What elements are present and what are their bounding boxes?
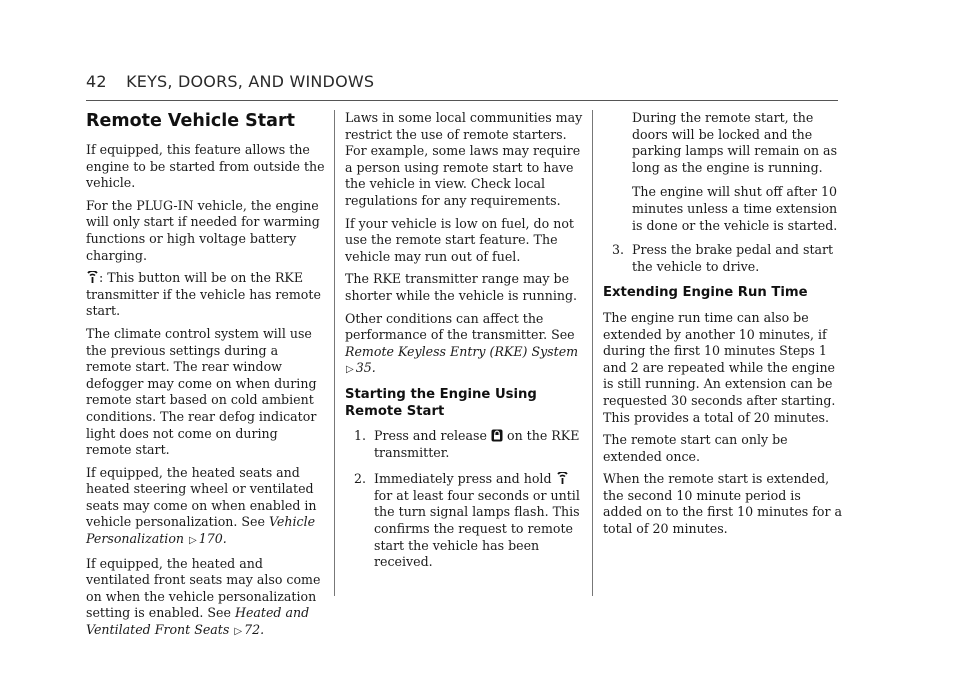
step-text: on the RKE transmitter. bbox=[374, 428, 580, 460]
page-reference-arrow-icon: ▷ bbox=[189, 535, 197, 547]
paragraph: The engine run time can also be extended by another 10 minutes, if during the first 10 minutes Steps 1 and 2 are repeated while the engine is still running. An extension can be requested 30 seconds after starting. This provides a total of 20 minutes. bbox=[603, 309, 836, 425]
page-title: Remote Vehicle Start bbox=[86, 111, 295, 131]
column-3 bbox=[603, 110, 843, 544]
paragraph bbox=[86, 270, 326, 320]
lock-icon bbox=[491, 429, 503, 442]
paragraph-text: Other conditions can affect the performance of the transmitter. See bbox=[345, 310, 575, 343]
section-subheading: Starting the Engine Using Remote Start bbox=[345, 386, 537, 419]
page-reference[interactable]: 35. bbox=[355, 360, 376, 376]
step-number: 1. bbox=[354, 428, 367, 444]
cross-reference-link[interactable]: Heated and Ventilated Front Seats bbox=[86, 605, 310, 638]
page-reference[interactable]: 170. bbox=[198, 531, 227, 547]
column-2 bbox=[345, 110, 585, 581]
paragraph: Laws in some local communities may restrict the use of remote starters. For example, some laws may require a person using remote start to have the vehicle in view. Check local regulations for any requirements. bbox=[345, 110, 583, 208]
column-divider bbox=[592, 110, 593, 596]
remote-start-icon bbox=[556, 472, 569, 485]
paragraph: During the remote start, the doors will be locked and the parking lamps will remain on as long as the engine is running. bbox=[632, 110, 838, 175]
step-text: Press and release bbox=[374, 428, 487, 444]
column-divider bbox=[334, 110, 335, 596]
step-text: Press the brake pedal and start the vehicle to drive. bbox=[632, 242, 834, 274]
paragraph: If your vehicle is low on fuel, do not use the remote start feature. The vehicle may run out of fuel. bbox=[345, 215, 574, 264]
step-number: 2. bbox=[354, 471, 367, 487]
paragraph: For the PLUG-IN vehicle, the engine will only start if needed for warming functions or high voltage battery charging. bbox=[86, 197, 320, 263]
page-reference-arrow-icon: ▷ bbox=[234, 626, 243, 638]
header-rule bbox=[86, 100, 838, 101]
section-title: KEYS, DOORS, AND WINDOWS bbox=[126, 72, 375, 91]
section-subheading: Extending Engine Run Time bbox=[603, 285, 808, 301]
page-reference-arrow-icon: ▷ bbox=[346, 364, 354, 376]
paragraph-text: If equipped, the heated seats and heated steering wheel or ventilated seats may come on when enabled in vehicle personalization. See bbox=[86, 464, 317, 530]
running-header bbox=[86, 72, 374, 91]
paragraph: The RKE transmitter range may be shorter while the vehicle is running. bbox=[345, 271, 578, 303]
step-text: Immediately press and hold bbox=[374, 471, 552, 487]
paragraph: The engine will shut off after 10 minutes unless a time extension is done or the vehicle is started. bbox=[632, 184, 838, 233]
paragraph: The climate control system will use the previous settings during a remote start. The rear window defogger may come on when during remote start based on cold ambient conditions. The rear defog indicator light does not come on during remote start. bbox=[86, 325, 317, 458]
page-reference[interactable]: 72. bbox=[244, 622, 265, 638]
paragraph: The remote start can only be extended once. bbox=[603, 432, 788, 464]
list-item bbox=[345, 428, 585, 461]
paragraph bbox=[86, 465, 326, 550]
paragraph-text: : This button will be on the RKE transmitter if the vehicle has remote start. bbox=[86, 270, 321, 319]
paragraph bbox=[345, 311, 585, 379]
paragraph-text: If equipped, the heated and ventilated front seats may also come on when the vehicle personalization setting is enabled. See bbox=[86, 555, 321, 621]
cross-reference-link[interactable]: Remote Keyless Entry (RKE) System bbox=[345, 343, 579, 359]
step-number: 3. bbox=[612, 242, 625, 258]
cross-reference-link[interactable]: Vehicle Personalization bbox=[86, 514, 316, 547]
step-text: for at least four seconds or until the turn signal lamps flash. This confirms the request to remote start the vehicle has been received. bbox=[374, 487, 580, 570]
page-number: 42 bbox=[86, 72, 107, 91]
list-item bbox=[603, 242, 843, 275]
steps-list bbox=[603, 242, 843, 275]
steps-list bbox=[345, 428, 585, 571]
remote-start-icon bbox=[86, 271, 99, 284]
list-item bbox=[345, 471, 585, 571]
column-1 bbox=[86, 110, 326, 647]
paragraph bbox=[86, 556, 326, 641]
paragraph: When the remote start is extended, the second 10 minute period is added on to the first 10 minutes for a total of 20 minutes. bbox=[603, 471, 843, 537]
paragraph: If equipped, this feature allows the engine to be started from outside the vehicle. bbox=[86, 142, 325, 191]
